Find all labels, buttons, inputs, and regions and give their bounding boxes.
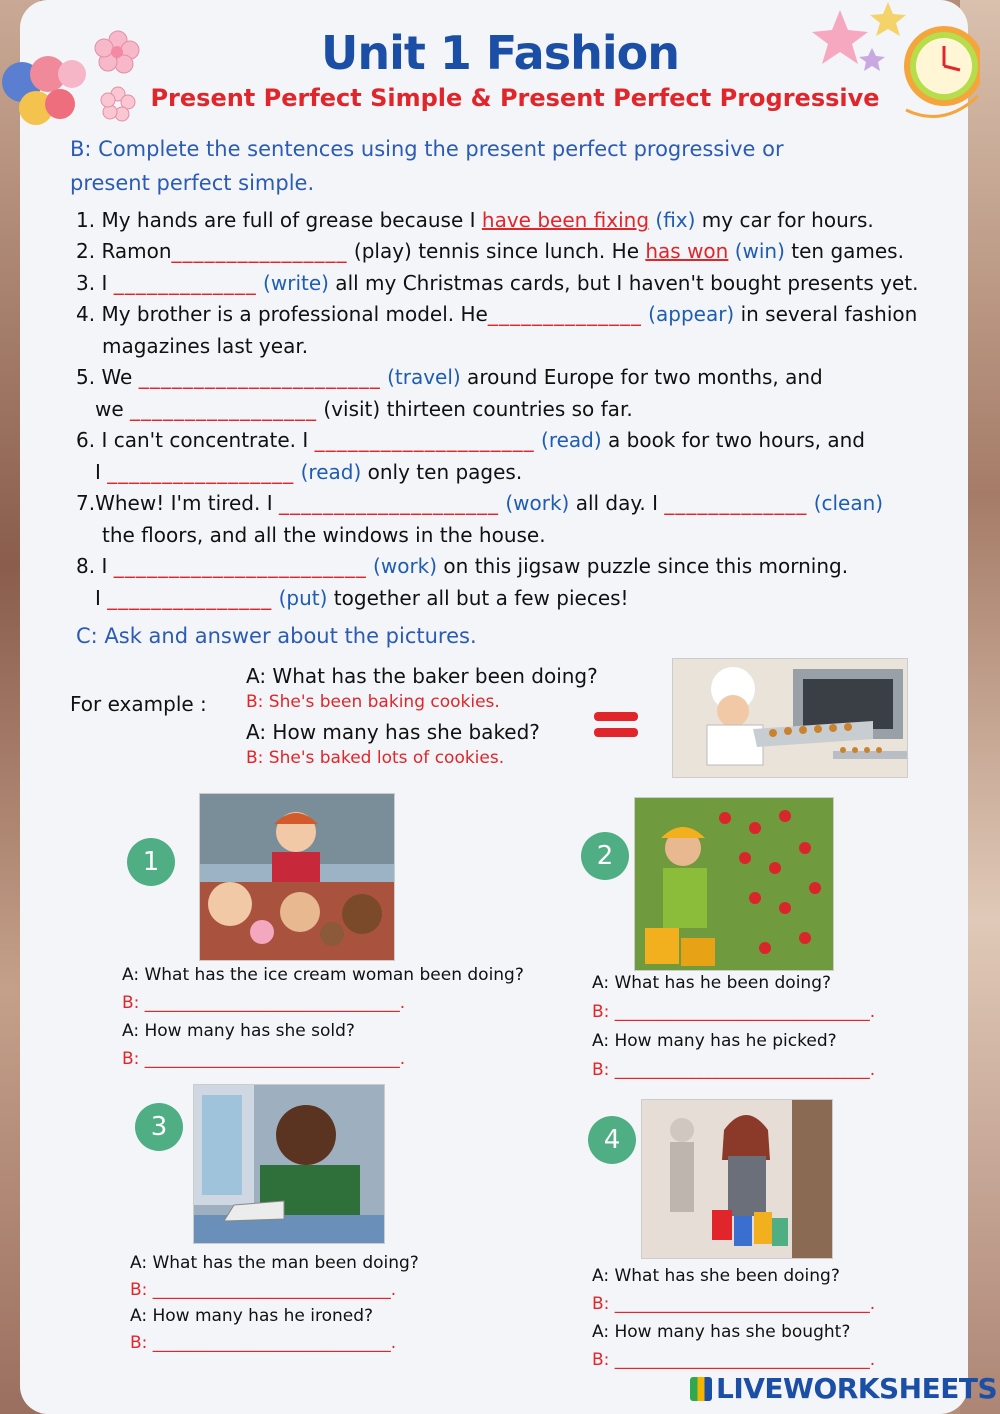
item-2-answer-1[interactable]: B: ______________________________. bbox=[592, 1002, 876, 1022]
sentence-7: 7.Whew! I'm tired. I ____________________ (work) all day. I _____________ (clean) bbox=[76, 491, 884, 515]
answer-blank[interactable]: _______________ bbox=[107, 586, 273, 610]
answer-blank[interactable]: _____________ bbox=[113, 271, 257, 295]
example-answer-1: B: She's been baking cookies. bbox=[246, 692, 500, 712]
item-number-2: 2 bbox=[581, 832, 629, 880]
answer-blank[interactable]: ____________________ bbox=[314, 428, 535, 452]
sentence-1: 1. My hands are full of grease because I have been fixing (fix) my car for hours. bbox=[76, 208, 874, 232]
item-4-answer-1[interactable]: B: ______________________________. bbox=[592, 1294, 876, 1314]
answer-blank[interactable]: ______________________ bbox=[138, 365, 381, 389]
item-2-answer-2[interactable]: B: ______________________________. bbox=[592, 1060, 876, 1080]
sentence-4: 4. My brother is a professional model. He______________ (appear) in several fashion bbox=[76, 302, 918, 326]
answer-text: has won bbox=[645, 239, 729, 263]
ironing-image bbox=[193, 1084, 385, 1244]
sentence-6: 6. I can't concentrate. I ____________________ (read) a book for two hours, and bbox=[76, 428, 865, 452]
sentence-5-cont: we _________________ (visit) thirteen countries so far. bbox=[95, 397, 633, 421]
answer-blank[interactable]: ____________________ bbox=[278, 491, 499, 515]
item-3-question-1: A: What has the man been doing? bbox=[130, 1253, 419, 1273]
page-subtitle: Present Perfect Simple & Present Perfect Progressive bbox=[150, 84, 880, 112]
equals-sign bbox=[594, 712, 638, 738]
answer-blank[interactable]: _______________________ bbox=[113, 554, 367, 578]
section-c-heading: C: Ask and answer about the pictures. bbox=[76, 624, 477, 648]
answer-text: have been fixing bbox=[481, 208, 650, 232]
answer-blank[interactable]: ________________ bbox=[171, 239, 348, 263]
item-number-3: 3 bbox=[135, 1103, 183, 1151]
answer-blank[interactable]: _____________ bbox=[664, 491, 808, 515]
sentence-7-cont: the floors, and all the windows in the house. bbox=[102, 523, 546, 547]
item-2-question-1: A: What has he been doing? bbox=[592, 973, 832, 993]
item-1-answer-2[interactable]: B: ______________________________. bbox=[122, 1049, 406, 1069]
answer-blank[interactable]: _________________ bbox=[107, 460, 295, 484]
item-4-question-1: A: What has she been doing? bbox=[592, 1266, 840, 1286]
sentence-2: 2. Ramon________________ (play) tennis since lunch. He has won (win) ten games. bbox=[76, 239, 904, 263]
item-2-question-2: A: How many has he picked? bbox=[592, 1031, 837, 1051]
sentence-3: 3. I _____________ (write) all my Christmas cards, but I haven't bought presents yet. bbox=[76, 271, 919, 295]
item-4-answer-2[interactable]: B: ______________________________. bbox=[592, 1350, 876, 1370]
example-question-1: A: What has the baker been doing? bbox=[246, 664, 598, 688]
example-label: For example : bbox=[70, 692, 207, 716]
item-1-question-2: A: How many has she sold? bbox=[122, 1021, 355, 1041]
item-1-question-1: A: What has the ice cream woman been doing? bbox=[122, 965, 524, 985]
baker-image bbox=[672, 658, 908, 778]
item-number-4: 4 bbox=[588, 1116, 636, 1164]
answer-blank[interactable]: ______________ bbox=[487, 302, 642, 326]
liveworksheets-logo[interactable]: LIVEWORKSHEETS bbox=[690, 1372, 997, 1405]
answer-blank[interactable]: _________________ bbox=[130, 397, 318, 421]
sentence-8: 8. I _______________________ (work) on this jigsaw puzzle since this morning. bbox=[76, 554, 849, 578]
page-title: Unit 1 Fashion bbox=[321, 26, 679, 80]
sentence-4-cont: magazines last year. bbox=[102, 334, 309, 358]
shopping-image bbox=[641, 1099, 833, 1259]
item-1-answer-1[interactable]: B: ______________________________. bbox=[122, 993, 406, 1013]
example-question-2: A: How many has she baked? bbox=[246, 720, 540, 744]
apple-picking-image bbox=[634, 797, 834, 971]
example-answer-2: B: She's baked lots of cookies. bbox=[246, 748, 505, 768]
ice-cream-image bbox=[199, 793, 395, 961]
item-3-answer-2[interactable]: B: ____________________________. bbox=[130, 1333, 397, 1353]
logo-icon bbox=[690, 1377, 712, 1401]
sentence-6-cont: I _________________ (read) only ten pages. bbox=[95, 460, 523, 484]
item-4-question-2: A: How many has she bought? bbox=[592, 1322, 851, 1342]
item-3-answer-1[interactable]: B: ____________________________. bbox=[130, 1280, 397, 1300]
section-b-instruction: B: Complete the sentences using the present perfect progressive or present perfect simple. bbox=[70, 137, 784, 195]
sentence-5: 5. We ______________________ (travel) around Europe for two months, and bbox=[76, 365, 823, 389]
item-number-1: 1 bbox=[127, 838, 175, 886]
sentence-8-cont: I _______________ (put) together all but a few pieces! bbox=[95, 586, 629, 610]
item-3-question-2: A: How many has he ironed? bbox=[130, 1306, 374, 1326]
